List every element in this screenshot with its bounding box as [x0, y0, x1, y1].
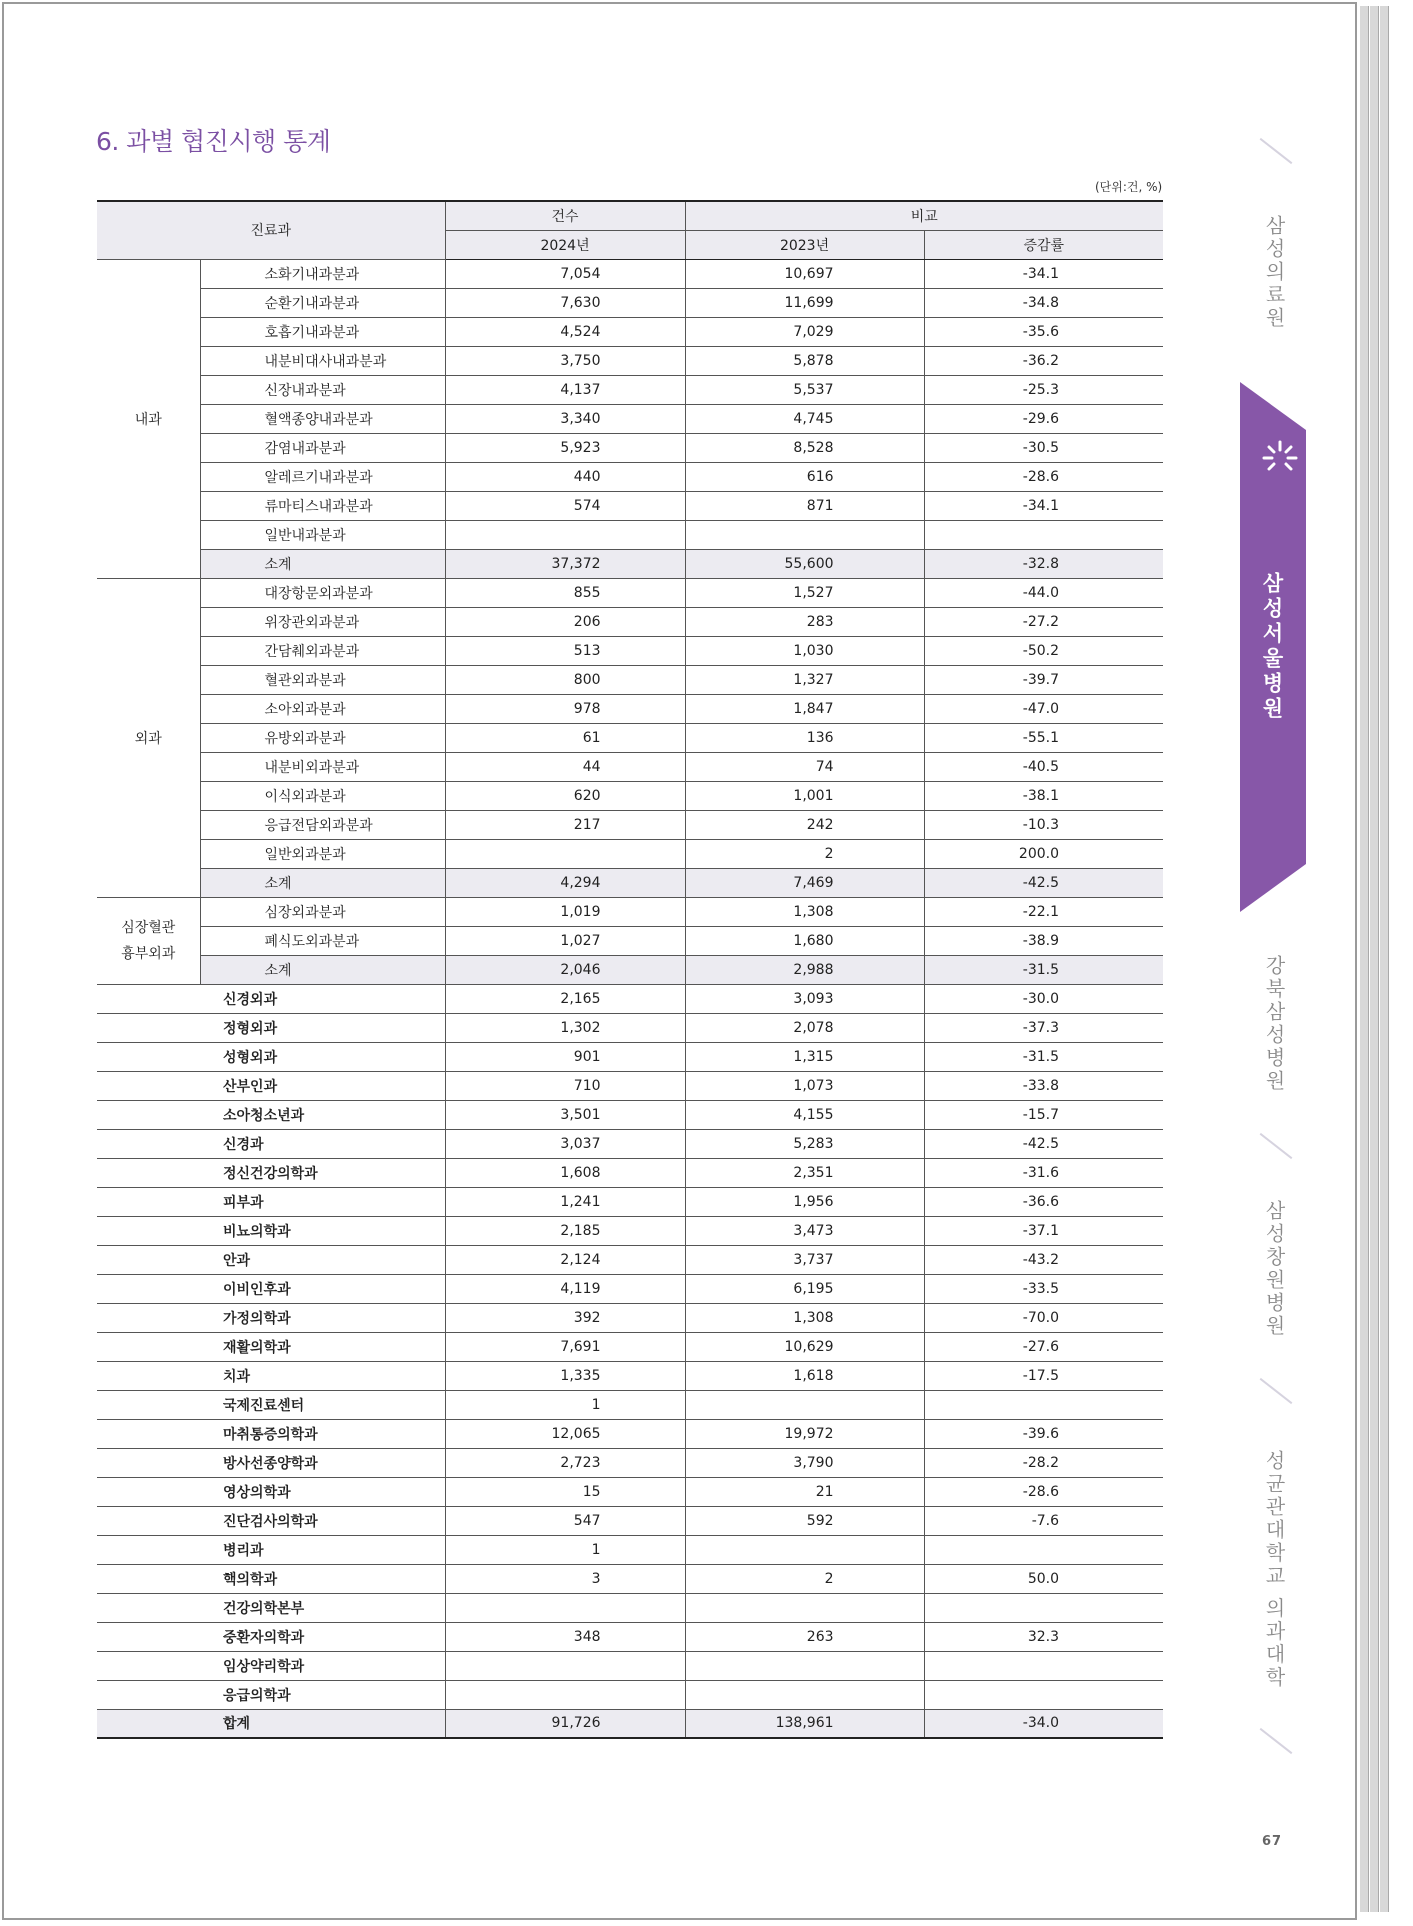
value-2023: 1,030 — [685, 636, 924, 665]
change-rate: -40.5 — [924, 752, 1163, 781]
value-2024: 217 — [445, 810, 685, 839]
value-2024: 901 — [445, 1042, 685, 1071]
value-2024: 37,372 — [445, 549, 685, 578]
table-row — [97, 375, 1163, 404]
dept-name: 소화기내과분과 — [200, 259, 445, 288]
value-2024: 3,501 — [445, 1100, 685, 1129]
value-2023: 2,078 — [685, 1013, 924, 1042]
change-rate: -42.5 — [924, 1129, 1163, 1158]
value-2023 — [685, 520, 924, 549]
value-2023: 10,629 — [685, 1332, 924, 1361]
value-2024: 4,294 — [445, 868, 685, 897]
table-row — [97, 1332, 1163, 1361]
value-2024: 44 — [445, 752, 685, 781]
value-2023: 283 — [685, 607, 924, 636]
table-row — [97, 1506, 1163, 1535]
value-2024: 348 — [445, 1622, 685, 1651]
change-rate: 200.0 — [924, 839, 1163, 868]
value-2023: 1,618 — [685, 1361, 924, 1390]
dept-name: 비뇨의학과 — [97, 1216, 445, 1245]
dept-name: 일반내과분과 — [200, 520, 445, 549]
group-label-line: 흉부외과 — [121, 945, 176, 962]
value-2023: 10,697 — [685, 259, 924, 288]
value-2023: 263 — [685, 1622, 924, 1651]
change-rate: -30.5 — [924, 433, 1163, 462]
table-row — [97, 665, 1163, 694]
page-edge — [1380, 6, 1389, 1912]
value-2024: 392 — [445, 1303, 685, 1332]
value-2023: 4,745 — [685, 404, 924, 433]
value-2024: 1 — [445, 1390, 685, 1419]
value-2024: 12,065 — [445, 1419, 685, 1448]
tab-cut-bottom — [1240, 864, 1306, 912]
value-2024: 1,608 — [445, 1158, 685, 1187]
value-2023: 592 — [685, 1506, 924, 1535]
value-2023: 1,527 — [685, 578, 924, 607]
total-label: 합계 — [97, 1709, 445, 1738]
value-2024: 2,046 — [445, 955, 685, 984]
group-label — [97, 897, 200, 984]
dept-name: 소아청소년과 — [97, 1100, 445, 1129]
change-rate — [924, 520, 1163, 549]
value-2023: 55,600 — [685, 549, 924, 578]
group-label: 내과 — [97, 259, 200, 578]
table-row — [97, 1100, 1163, 1129]
dept-name: 알레르기내과분과 — [200, 462, 445, 491]
change-rate: -33.8 — [924, 1071, 1163, 1100]
table-row — [97, 1390, 1163, 1419]
table-row — [97, 1303, 1163, 1332]
value-2024: 1,019 — [445, 897, 685, 926]
value-2024: 4,119 — [445, 1274, 685, 1303]
value-2023: 5,878 — [685, 346, 924, 375]
table-row — [97, 346, 1163, 375]
value-2024: 1,302 — [445, 1013, 685, 1042]
change-rate: -43.2 — [924, 1245, 1163, 1274]
table-row — [97, 1245, 1163, 1274]
change-rate — [924, 1390, 1163, 1419]
dept-name: 감염내과분과 — [200, 433, 445, 462]
dept-name: 신경외과 — [97, 984, 445, 1013]
change-rate: -37.3 — [924, 1013, 1163, 1042]
table-row — [97, 317, 1163, 346]
dept-name: 신경과 — [97, 1129, 445, 1158]
group-label-line: 심장혈관 — [121, 919, 176, 936]
change-rate: -30.0 — [924, 984, 1163, 1013]
value-2023: 8,528 — [685, 433, 924, 462]
value-2024: 4,137 — [445, 375, 685, 404]
dept-name: 피부과 — [97, 1187, 445, 1216]
change-rate — [924, 1651, 1163, 1680]
side-nav-item-skku-medicine[interactable]: 성균관대학교 의과대학 — [1262, 1450, 1286, 1690]
value-2024: 978 — [445, 694, 685, 723]
value-2024 — [445, 839, 685, 868]
dept-name: 류마티스내과분과 — [200, 491, 445, 520]
change-rate — [924, 1680, 1163, 1709]
table-row — [97, 723, 1163, 752]
value-2024: 547 — [445, 1506, 685, 1535]
table-row — [97, 259, 1163, 288]
value-2024: 7,630 — [445, 288, 685, 317]
dept-name: 응급전담외과분과 — [200, 810, 445, 839]
value-2024: 513 — [445, 636, 685, 665]
value-2024: 620 — [445, 781, 685, 810]
value-2023: 871 — [685, 491, 924, 520]
change-rate: -34.1 — [924, 491, 1163, 520]
change-rate: -38.9 — [924, 926, 1163, 955]
table-row — [97, 955, 1163, 984]
value-2023: 1,073 — [685, 1071, 924, 1100]
dept-name: 정형외과 — [97, 1013, 445, 1042]
table-row — [97, 1274, 1163, 1303]
value-2023: 3,093 — [685, 984, 924, 1013]
value-2024: 2,185 — [445, 1216, 685, 1245]
change-rate: 32.3 — [924, 1622, 1163, 1651]
page-edge — [1370, 6, 1379, 1912]
change-rate: -27.2 — [924, 607, 1163, 636]
value-2024: 3,750 — [445, 346, 685, 375]
table-row — [97, 636, 1163, 665]
value-2024: 3 — [445, 1564, 685, 1593]
dept-name: 성형외과 — [97, 1042, 445, 1071]
change-rate: 50.0 — [924, 1564, 1163, 1593]
value-2024: 574 — [445, 491, 685, 520]
dept-name: 임상약리학과 — [97, 1651, 445, 1680]
value-2023: 2,988 — [685, 955, 924, 984]
change-rate: -70.0 — [924, 1303, 1163, 1332]
change-rate: -42.5 — [924, 868, 1163, 897]
total-change-rate: -34.0 — [924, 1709, 1163, 1738]
side-nav-item-changwon[interactable]: 삼성창원병원 — [1262, 1200, 1286, 1338]
table-row — [97, 491, 1163, 520]
value-2023: 21 — [685, 1477, 924, 1506]
change-rate: -32.8 — [924, 549, 1163, 578]
dept-name: 내분비외과분과 — [200, 752, 445, 781]
value-2024: 1 — [445, 1535, 685, 1564]
table-row — [97, 1535, 1163, 1564]
value-2024: 206 — [445, 607, 685, 636]
value-2023: 2 — [685, 1564, 924, 1593]
change-rate: -47.0 — [924, 694, 1163, 723]
side-nav-item-samsung-medical[interactable]: 삼성의료원 — [1262, 215, 1286, 330]
table-row — [97, 1071, 1163, 1100]
dept-name: 병리과 — [97, 1535, 445, 1564]
value-2023: 1,327 — [685, 665, 924, 694]
sparkle-icon — [1260, 438, 1300, 478]
change-rate: -15.7 — [924, 1100, 1163, 1129]
change-rate: -29.6 — [924, 404, 1163, 433]
value-2024: 2,165 — [445, 984, 685, 1013]
value-2023: 616 — [685, 462, 924, 491]
page-edge — [1360, 6, 1369, 1912]
dept-name: 위장관외과분과 — [200, 607, 445, 636]
dept-name: 일반외과분과 — [200, 839, 445, 868]
value-2023 — [685, 1390, 924, 1419]
value-2023: 1,308 — [685, 897, 924, 926]
dept-name: 유방외과분과 — [200, 723, 445, 752]
table-row — [97, 694, 1163, 723]
value-2024: 3,037 — [445, 1129, 685, 1158]
table-row — [97, 926, 1163, 955]
value-2023: 1,308 — [685, 1303, 924, 1332]
dept-name: 정신건강의학과 — [97, 1158, 445, 1187]
value-2024: 1,027 — [445, 926, 685, 955]
change-rate — [924, 1535, 1163, 1564]
dept-name: 재활의학과 — [97, 1332, 445, 1361]
table-row — [97, 1187, 1163, 1216]
value-2023: 1,847 — [685, 694, 924, 723]
dept-name: 소계 — [200, 868, 445, 897]
dept-name: 국제진료센터 — [97, 1390, 445, 1419]
change-rate: -39.6 — [924, 1419, 1163, 1448]
change-rate: -50.2 — [924, 636, 1163, 665]
table-row — [97, 1477, 1163, 1506]
table-row — [97, 1013, 1163, 1042]
table-row — [97, 781, 1163, 810]
change-rate: -10.3 — [924, 810, 1163, 839]
total-2023: 138,961 — [685, 1709, 924, 1738]
value-2024: 7,691 — [445, 1332, 685, 1361]
change-rate: -28.6 — [924, 1477, 1163, 1506]
table-row — [97, 984, 1163, 1013]
value-2023: 3,737 — [685, 1245, 924, 1274]
dept-name: 응급의학과 — [97, 1680, 445, 1709]
stats-table — [97, 200, 1163, 1739]
dept-name: 혈관외과분과 — [200, 665, 445, 694]
value-2024: 3,340 — [445, 404, 685, 433]
change-rate: -33.5 — [924, 1274, 1163, 1303]
table-row — [97, 1564, 1163, 1593]
header-compare: 비교 — [685, 201, 1163, 230]
page-number: 67 — [1262, 1834, 1283, 1849]
value-2024 — [445, 1651, 685, 1680]
header-dept: 진료과 — [97, 201, 445, 259]
value-2024: 2,723 — [445, 1448, 685, 1477]
value-2023: 242 — [685, 810, 924, 839]
table-row — [97, 839, 1163, 868]
table-row — [97, 752, 1163, 781]
value-2023: 4,155 — [685, 1100, 924, 1129]
dept-name: 순환기내과분과 — [200, 288, 445, 317]
change-rate: -36.2 — [924, 346, 1163, 375]
dept-name: 안과 — [97, 1245, 445, 1274]
change-rate: -31.6 — [924, 1158, 1163, 1187]
side-nav-item-kangbuk[interactable]: 강북삼성병원 — [1262, 955, 1286, 1093]
table-row — [97, 1593, 1163, 1622]
table-row — [97, 868, 1163, 897]
dept-name: 치과 — [97, 1361, 445, 1390]
value-2024: 855 — [445, 578, 685, 607]
change-rate: -34.8 — [924, 288, 1163, 317]
value-2023: 1,001 — [685, 781, 924, 810]
dept-name: 마취통증의학과 — [97, 1419, 445, 1448]
value-2023: 6,195 — [685, 1274, 924, 1303]
tab-cut-top — [1240, 382, 1306, 430]
table-row — [97, 1680, 1163, 1709]
dept-name: 혈액종양내과분과 — [200, 404, 445, 433]
table-row — [97, 897, 1163, 926]
dept-name: 건강의학본부 — [97, 1593, 445, 1622]
dept-name: 내분비대사내과분과 — [200, 346, 445, 375]
change-rate: -28.2 — [924, 1448, 1163, 1477]
value-2024 — [445, 1593, 685, 1622]
value-2024: 1,335 — [445, 1361, 685, 1390]
change-rate: -36.6 — [924, 1187, 1163, 1216]
value-2023: 74 — [685, 752, 924, 781]
value-2023: 3,473 — [685, 1216, 924, 1245]
unit-label: (단위:건, %) — [1095, 180, 1163, 194]
value-2024: 4,524 — [445, 317, 685, 346]
dept-name: 간담췌외과분과 — [200, 636, 445, 665]
value-2024: 800 — [445, 665, 685, 694]
change-rate: -31.5 — [924, 1042, 1163, 1071]
dept-name: 소계 — [200, 549, 445, 578]
change-rate: -28.6 — [924, 462, 1163, 491]
table-row — [97, 1158, 1163, 1187]
change-rate: -25.3 — [924, 375, 1163, 404]
page-title: 6. 과별 협진시행 통계 — [96, 127, 331, 156]
table-row — [97, 607, 1163, 636]
change-rate — [924, 1593, 1163, 1622]
change-rate: -17.5 — [924, 1361, 1163, 1390]
value-2024: 15 — [445, 1477, 685, 1506]
value-2023: 136 — [685, 723, 924, 752]
table-row — [97, 288, 1163, 317]
total-row — [97, 1709, 1163, 1738]
dept-name: 이비인후과 — [97, 1274, 445, 1303]
value-2023: 5,283 — [685, 1129, 924, 1158]
change-rate: -44.0 — [924, 578, 1163, 607]
value-2023: 2 — [685, 839, 924, 868]
dept-name: 대장항문외과분과 — [200, 578, 445, 607]
dept-name: 호흡기내과분과 — [200, 317, 445, 346]
dept-name: 소아외과분과 — [200, 694, 445, 723]
value-2023: 2,351 — [685, 1158, 924, 1187]
table-row — [97, 462, 1163, 491]
change-rate: -37.1 — [924, 1216, 1163, 1245]
dept-name: 신장내과분과 — [200, 375, 445, 404]
value-2023 — [685, 1593, 924, 1622]
value-2024: 710 — [445, 1071, 685, 1100]
change-rate: -7.6 — [924, 1506, 1163, 1535]
dept-name: 진단검사의학과 — [97, 1506, 445, 1535]
header-count: 건수 — [445, 201, 685, 230]
change-rate: -55.1 — [924, 723, 1163, 752]
value-2023: 11,699 — [685, 288, 924, 317]
table-row — [97, 810, 1163, 839]
dept-name: 방사선종양학과 — [97, 1448, 445, 1477]
dept-name: 이식외과분과 — [200, 781, 445, 810]
value-2023 — [685, 1535, 924, 1564]
value-2023: 1,315 — [685, 1042, 924, 1071]
value-2023: 1,956 — [685, 1187, 924, 1216]
table-row — [97, 1216, 1163, 1245]
value-2023: 7,029 — [685, 317, 924, 346]
table-row — [97, 1129, 1163, 1158]
dept-name: 심장외과분과 — [200, 897, 445, 926]
value-2024: 440 — [445, 462, 685, 491]
change-rate: -27.6 — [924, 1332, 1163, 1361]
value-2023: 19,972 — [685, 1419, 924, 1448]
group-label: 외과 — [97, 578, 200, 897]
value-2024: 2,124 — [445, 1245, 685, 1274]
change-rate: -39.7 — [924, 665, 1163, 694]
change-rate: -22.1 — [924, 897, 1163, 926]
value-2023: 7,469 — [685, 868, 924, 897]
header-change: 증감률 — [924, 230, 1163, 259]
header-2024: 2024년 — [445, 230, 685, 259]
header-2023: 2023년 — [685, 230, 924, 259]
dept-name: 중환자의학과 — [97, 1622, 445, 1651]
table-row — [97, 433, 1163, 462]
value-2023: 5,537 — [685, 375, 924, 404]
table-row — [97, 578, 1163, 607]
value-2024 — [445, 1680, 685, 1709]
dept-name: 가정의학과 — [97, 1303, 445, 1332]
table-row — [97, 1651, 1163, 1680]
table-row — [97, 1361, 1163, 1390]
table-row — [97, 404, 1163, 433]
value-2023 — [685, 1651, 924, 1680]
change-rate: -38.1 — [924, 781, 1163, 810]
table-row — [97, 1042, 1163, 1071]
change-rate: -31.5 — [924, 955, 1163, 984]
table-row — [97, 1622, 1163, 1651]
value-2024: 5,923 — [445, 433, 685, 462]
value-2023: 1,680 — [685, 926, 924, 955]
change-rate: -34.1 — [924, 259, 1163, 288]
side-nav-item-samsung-seoul[interactable]: 삼성서울병원 — [1260, 572, 1284, 722]
table-row — [97, 1448, 1163, 1477]
dept-name: 산부인과 — [97, 1071, 445, 1100]
value-2024: 61 — [445, 723, 685, 752]
value-2024 — [445, 520, 685, 549]
total-2024: 91,726 — [445, 1709, 685, 1738]
dept-name: 핵의학과 — [97, 1564, 445, 1593]
table-row — [97, 1419, 1163, 1448]
change-rate: -35.6 — [924, 317, 1163, 346]
value-2024: 7,054 — [445, 259, 685, 288]
value-2023 — [685, 1680, 924, 1709]
table-row — [97, 549, 1163, 578]
value-2023: 3,790 — [685, 1448, 924, 1477]
dept-name: 소계 — [200, 955, 445, 984]
value-2024: 1,241 — [445, 1187, 685, 1216]
dept-name: 폐식도외과분과 — [200, 926, 445, 955]
table-row — [97, 520, 1163, 549]
dept-name: 영상의학과 — [97, 1477, 445, 1506]
